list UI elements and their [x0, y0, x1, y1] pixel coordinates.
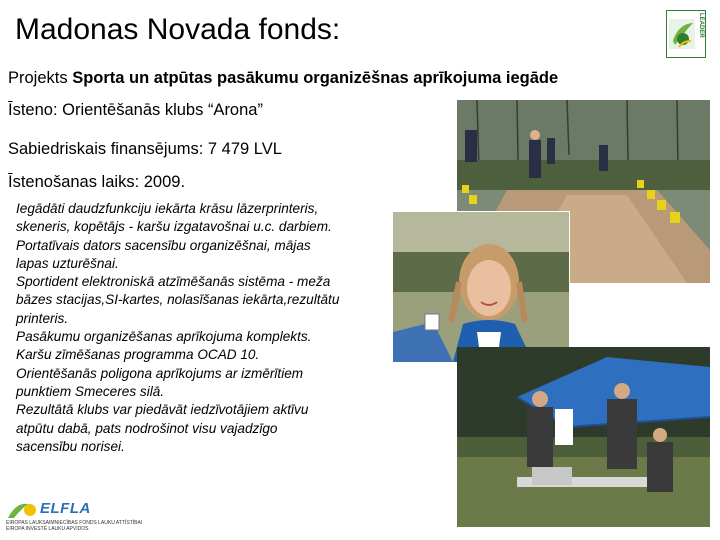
description-line: punktiem Smeceres silā.	[16, 383, 165, 399]
description-line: skeneris, kopētājs - karšu izgatavošnai u.c. darbiem.	[16, 219, 332, 235]
description-line: Rezultātā klubs var piedāvāt iedzīvotājiem aktīvu	[16, 402, 309, 418]
project-line	[8, 68, 558, 88]
leader-logo	[666, 10, 706, 58]
description-line: atpūtu dabā, pats nodrošinot visu vajadzīgo	[16, 420, 278, 436]
description-line: Iegādāti daudzfunkciju iekārta krāsu lāzerprinteris,	[16, 201, 319, 216]
description-line: Portatīvais dators sacensību organizēšnai, mājas	[16, 237, 311, 253]
elfla-logo	[6, 500, 143, 534]
description-line: Karšu zīmēšanas programma OCAD 10.	[16, 347, 260, 363]
elfla-tagline-2: EIROPA INVESTĒ LAUKU APVIDOS	[6, 526, 89, 532]
elfla-wordmark: ELFLA	[40, 500, 91, 517]
description-line: Orientēšanās poligona aprīkojums ar izmērītiem	[16, 365, 304, 381]
elfla-tagline	[6, 520, 142, 532]
description-line: lapas uzturēšnai.	[16, 255, 119, 271]
page-title: Madonas Novada fonds:	[15, 13, 341, 46]
description-line: sacensību norisei.	[16, 438, 125, 454]
camp-photo	[457, 347, 710, 527]
runner-photo	[393, 212, 569, 362]
implementer-line: Īsteno: Orientēšanās klubs “Arona”	[8, 101, 263, 119]
elfla-tagline-1: EIROPAS LAUKSAIMNIECĪBAS FONDS LAUKU ATTĪSTĪBAI	[6, 520, 143, 526]
project-label: Projekts	[8, 69, 73, 87]
leader-logo-text: LEADER	[698, 13, 704, 38]
project-description	[16, 200, 406, 456]
project-name: Sporta un atpūtas pasākumu organizēšnas aprīkojuma iegāde	[72, 69, 559, 87]
period-line: Īstenošanas laiks: 2009.	[8, 173, 186, 191]
description-line: Sportident elektroniskā atzīmēšanās sistēma - meža	[16, 274, 331, 290]
description-line: Pasākumu organizēšanas aprīkojuma komplekts.	[16, 329, 312, 345]
elfla-emblem-icon	[6, 500, 40, 520]
description-line: bāzes stacijas,SI-kartes, nolasīšanas iekārta,rezultātu	[16, 292, 340, 308]
funding-line: Sabiedriskais finansējums: 7 479 LVL	[8, 140, 282, 158]
description-line: printeris.	[16, 310, 69, 326]
